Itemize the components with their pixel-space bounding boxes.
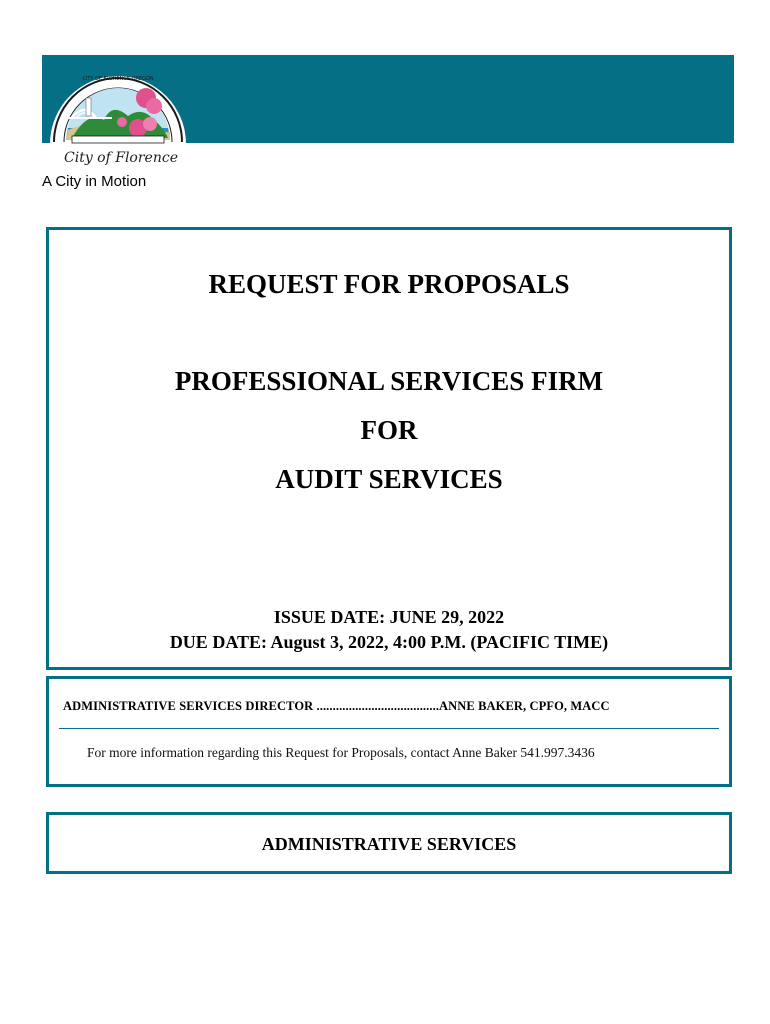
city-name-script: City of Florence [64, 150, 178, 166]
divider [59, 728, 719, 729]
contact-box [46, 676, 732, 787]
contact-info: For more information regarding this Request for Proposals, contact Anne Baker 541.997.3436 [87, 745, 595, 760]
city-motto: A City in Motion [42, 173, 147, 190]
subject-line-3: AUDIT SERVICES [275, 464, 503, 494]
department-name: ADMINISTRATIVE SERVICES [261, 834, 517, 854]
issue-date: ISSUE DATE: JUNE 29, 2022 [273, 607, 505, 627]
city-logo [42, 58, 192, 150]
title-box [46, 227, 732, 670]
due-date: DUE DATE: August 3, 2022, 4:00 P.M. (PACIFIC TIME) [169, 632, 609, 652]
document-title: REQUEST FOR PROPOSALS [208, 269, 570, 299]
svg-text:CITY OF FLORENCE OREGON: CITY OF FLORENCE OREGON [82, 76, 154, 82]
director-line: ADMINISTRATIVE SERVICES DIRECTOR ......................................ANNE BAKER, CPFO, MACC [63, 699, 610, 713]
department-box [46, 812, 732, 874]
city-of-florence-seal-icon [42, 58, 192, 150]
subject-line-2: FOR [360, 415, 418, 445]
subject-line-1: PROFESSIONAL SERVICES FIRM [174, 366, 604, 396]
